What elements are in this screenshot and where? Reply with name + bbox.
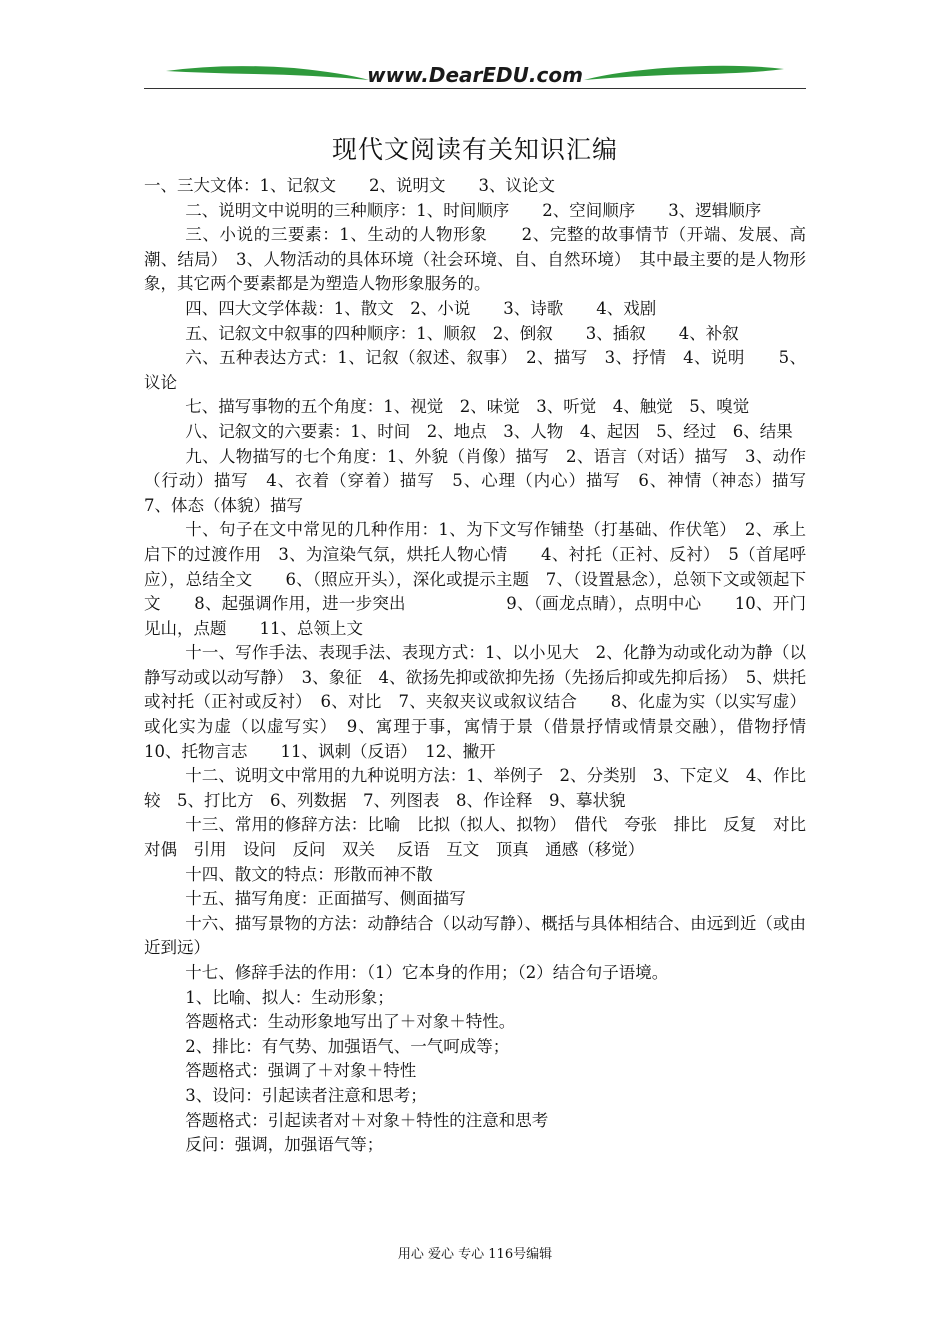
document-body: [144, 174, 839, 1158]
paragraph: 四、四大文学体裁：1、散文 2、小说 3、诗歌 4、戏剧: [185, 298, 657, 318]
paragraph: 三、小说的三要素：1、生动的人物形象 2、完整的故事情节（开端、发展、高潮、结局） 3、人物活动的具体环境（社会环境、自、自然环境） 其中最主要的是人物形象，其它两个要素都是为塑造人物形象服务的。: [144, 225, 806, 294]
paragraph: 十一、写作手法、表现手法、表现方式：1、以小见大 2、化静为动或化动为静（以静写动或以动写静） 3、象征 4、欲扬先抑或欲抑先扬（先扬后抑或先抑后扬） 5、烘托或衬托（正衬或反衬） 6、对比 7、夹叙夹议或叙议结合 8、化虚为实（以实写虚）或化实为虚（以虚写实） 9、寓理于事，寓情于景（借景抒情或情景交融），借物抒情 10、托物言志 11、讽刺（反语） 12、撇开: [144, 643, 839, 761]
logo-text: www.DearEDU.com: [367, 63, 583, 87]
paragraph: 七、描写事物的五个角度：1、视觉 2、味觉 3、听觉 4、触觉 5、嗅觉: [185, 397, 750, 417]
paragraph: 九、人物描写的七个角度：1、外貌（肖像）描写 2、语言（对话）描写 3、动作（行动）描写 4、衣着（穿着）描写 5、心理（内心）描写 6、神情（神态）描写 7、体态（体貌）描写: [144, 446, 823, 515]
swoosh-logo-icon: [144, 58, 806, 90]
paragraph: 八、记叙文的六要素：1、时间 2、地点 3、人物 4、起因 5、经过 6、结果: [185, 421, 793, 441]
paragraph: 六、五种表达方式：1、记叙（叙述、叙事） 2、描写 3、抒情 4、说明 5、议论: [144, 348, 806, 392]
paragraph: 十二、说明文中常用的九种说明方法：1、举例子 2、分类别 3、下定义 4、作比较 5、打比方 6、列数据 7、列图表 8、作诠释 9、摹状貌: [144, 766, 806, 810]
paragraph: 十三、常用的修辞方法：比喻 比拟（拟人、拟物） 借代 夸张 排比 反复 对比 对偶 引用 设问 反问 双关 反语 互文 顶真 通感（移觉）: [144, 815, 823, 860]
paragraph: 十四、散文的特点：形散而神不散: [185, 864, 433, 884]
paragraph: 二、说明文中说明的三种顺序：1、时间顺序 2、空间顺序 3、逻辑顺序: [185, 200, 762, 220]
paragraph: 十六、描写景物的方法：动静结合（以动写静）、概括与具体相结合、由远到近（或由近到远）: [144, 913, 806, 958]
paragraph: 3、设问：引起读者注意和思考；: [185, 1085, 427, 1105]
header-divider: [144, 88, 806, 89]
paragraph: 十、句子在文中常见的几种作用：1、为下文写作铺垫（打基础、作伏笔） 2、承上启下的过渡作用 3、为渲染气氛，烘托人物心情 4、衬托（正衬、反衬） 5（首尾呼应），总结全文 6、（照应开头），深化或提示主题 7、（设置悬念），总领下文或领起下文 8、起强调作用，进一步突出 9、（画龙点睛），点明中心 10、开门见山，点题 11、总领上文: [144, 520, 806, 638]
paragraph: 答题格式：引起读者对＋对象＋特性的注意和思考: [185, 1110, 549, 1130]
paragraph: 反问：强调，加强语气等；: [185, 1135, 384, 1155]
site-header-logo: [144, 58, 806, 90]
paragraph: 答题格式：强调了＋对象＋特性: [185, 1061, 417, 1081]
paragraph: 答题格式：生动形象地写出了＋对象＋特性。: [185, 1012, 516, 1032]
paragraph: 十五、描写角度：正面描写、侧面描写: [185, 889, 466, 909]
paragraph: 五、记叙文中叙事的四种顺序：1、顺叙 2、倒叙 3、插叙 4、补叙: [185, 323, 739, 343]
paragraph: 十七、修辞手法的作用：（1）它本身的作用；（2）结合句子语境。: [185, 963, 669, 982]
page-footer: 用心 爱心 专心 116号编辑: [397, 1247, 553, 1262]
paragraph: 1、比喻、拟人：生动形象；: [185, 987, 394, 1007]
paragraph: 2、排比：有气势、加强语气、一气呵成等；: [185, 1036, 510, 1056]
paragraph: 一、三大文体：1、记叙文 2、说明文 3、议论文: [144, 176, 555, 195]
page-title: 现代文阅读有关知识汇编: [331, 135, 618, 164]
